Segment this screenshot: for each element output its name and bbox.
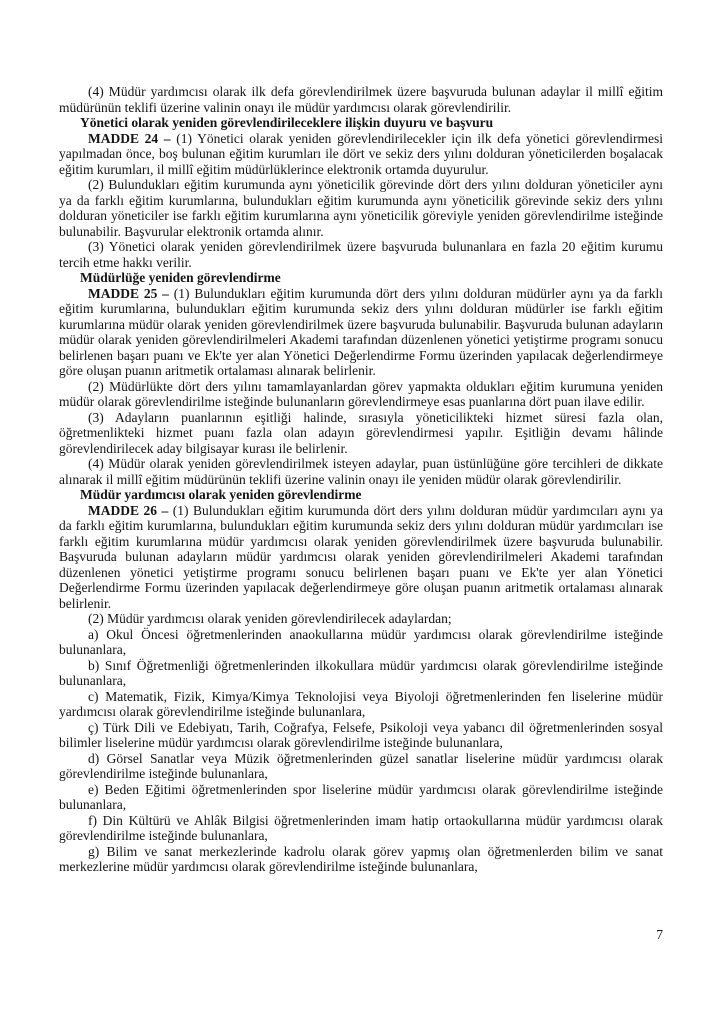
article-label: MADDE 25 –: [88, 285, 169, 301]
paragraph: (4) Müdür olarak yeniden görevlendirilmek isteyen adaylar, puan üstünlüğüne göre tercihleri de dikkate alınarak il millî eğitim müdürünün teklifi üzerine valinin onayı ile yeniden müdür olarak görevlendirilir.: [59, 456, 663, 487]
paragraph: MADDE 26 – (1) Bulundukları eğitim kurumunda dört ders yılını dolduran müdür yardımcıları aynı ya da farklı eğitim kurumlarına, bulundukları eğitim kurumunda sekiz ders yılını dolduran müdür yardımcıları ise farklı eğitim kurumlarına müdür yardımcısı olarak yeniden görevlendirilmek üzere başvuruda bulunabilir. Başvuruda bulunan adayların müdür yardımcısı olarak yeniden görevlendirilmeleri Akademi tarafından düzenlenen yönetici yetiştirme programı sonucu belirlenen başarı puanı ve Ek'te yer alan Yönetici Değerlendirme Formu üzerinden yapılacak değerlendirmeye göre oluşan puanın aritmetik ortalaması alınarak belirlenir.: [59, 502, 663, 611]
paragraph: g) Bilim ve sanat merkezlerinde kadrolu olarak görev yapmış olan öğretmenlerden bilim ve sanat merkezlerine müdür yardımcısı olarak görevlendirilme isteğinde bulunanlara,: [59, 843, 663, 874]
paragraph: (3) Adayların puanlarının eşitliği halinde, sırasıyla yöneticilikteki hizmet süresi fazla olan, öğretmenlikteki hizmet puanı fazla olan adayın görevlendirmesi yapılır. Eşitliğin devamı hâlinde görevlendirilecek aday bilgisayar kurası ile belirlenir.: [59, 409, 663, 456]
paragraph: e) Beden Eğitimi öğretmenlerinden spor liselerine müdür yardımcısı olarak görevlendirilme isteğinde bulunanlara,: [59, 781, 663, 812]
paragraph: (2) Bulundukları eğitim kurumunda aynı yöneticilik görevinde dört ders yılını dolduran yöneticiler aynı ya da farklı eğitim kurumlarına, bulundukları eğitim kurumunda aynı yöneticilik görevinde sekiz ders yılını dolduran yöneticiler ise farklı eğitim kurumlarına aynı yöneticilik göreviyle yeniden görevlendirilme isteğinde bulunabilir. Başvurular elektronik ortamda alınır.: [59, 177, 663, 239]
paragraph: MADDE 24 – (1) Yönetici olarak yeniden görevlendirilecekler için ilk defa yönetici görevlendirmesi yapılmadan önce, boş bulunan eğitim kurumları ile dört ve sekiz ders yılını dolduran yöneticilerden boşalacak eğitim kurumları, il millî eğitim müdürlüklerince elektronik ortamda duyurulur.: [59, 130, 663, 177]
paragraph: d) Görsel Sanatlar veya Müzik öğretmenlerinden güzel sanatlar liselerine müdür yardımcısı olarak görevlendirilme isteğinde bulunanlara,: [59, 750, 663, 781]
section-heading: Müdür yardımcısı olarak yeniden görevlendirme: [80, 487, 362, 502]
paragraph: (4) Müdür yardımcısı olarak ilk defa görevlendirilmek üzere başvuruda bulunan adaylar il millî eğitim müdürünün teklifi üzerine valinin onayı ile müdür yardımcısı olarak görevlendirilir.: [59, 84, 663, 115]
paragraph: (3) Yönetici olarak yeniden görevlendirilmek üzere başvuruda bulunanlara en fazla 20 eğitim kurumu tercih etme hakkı verilir.: [59, 239, 663, 270]
section-heading: Yönetici olarak yeniden görevlendirileceklere ilişkin duyuru ve başvuru: [80, 115, 494, 130]
paragraph: b) Sınıf Öğretmenliği öğretmenlerinden ilkokullara müdür yardımcısı olarak görevlendirilme isteğinde bulunanlara,: [59, 657, 663, 688]
paragraph: MADDE 25 – (1) Bulundukları eğitim kurumunda dört ders yılını dolduran müdürler aynı ya da farklı eğitim kurumlarına, bulundukları eğitim kurumunda sekiz ders yılını dolduran müdürler ise farklı eğitim kurumlarına müdür olarak yeniden görevlendirilmek üzere başvuruda bulunabilir. Başvuruda bulunan adayların müdür olarak yeniden görevlendirilmeleri Akademi tarafından düzenlenen yönetici yetiştirme programı sonucu belirlenen başarı puanı ve Ek'te yer alan Yönetici Değerlendirme Formu üzerinden yapılacak değerlendirmeye göre oluşan puanın aritmetik ortalaması alınarak belirlenir.: [59, 285, 663, 378]
document-body: [59, 84, 663, 875]
article-label: MADDE 24 –: [88, 130, 171, 146]
paragraph: f) Din Kültürü ve Ahlâk Bilgisi öğretmenlerinden imam hatip ortaokullarına müdür yardımcısı olarak görevlendirilme isteğinde bulunanlara,: [59, 812, 663, 843]
article-label: MADDE 26 –: [88, 502, 169, 518]
paragraph: (2) Müdür yardımcısı olarak yeniden görevlendirilecek adaylardan;: [88, 611, 452, 626]
paragraph: a) Okul Öncesi öğretmenlerinden anaokullarına müdür yardımcısı olarak görevlendirilme isteğinde bulunanlara,: [59, 626, 663, 657]
paragraph: ç) Türk Dili ve Edebiyatı, Tarih, Coğrafya, Felsefe, Psikoloji veya yabancı dil öğretmenlerinden sosyal bilimler liselerine müdür yardımcısı olarak görevlendirilme isteğinde bulunanlara,: [59, 719, 663, 750]
section-heading: Müdürlüğe yeniden görevlendirme: [80, 270, 281, 285]
paragraph: c) Matematik, Fizik, Kimya/Kimya Teknolojisi veya Biyoloji öğretmenlerinden fen liselerine müdür yardımcısı olarak görevlendirilme isteğinde bulunanlara,: [59, 688, 663, 719]
paragraph: (2) Müdürlükte dört ders yılını tamamlayanlardan görev yapmakta oldukları eğitim kurumuna yeniden müdür olarak görevlendirilme isteğinde bulunanların görevlendirmeye esas puanlarına dört puan ilave edilir.: [59, 378, 663, 409]
page-number: 7: [656, 927, 663, 942]
